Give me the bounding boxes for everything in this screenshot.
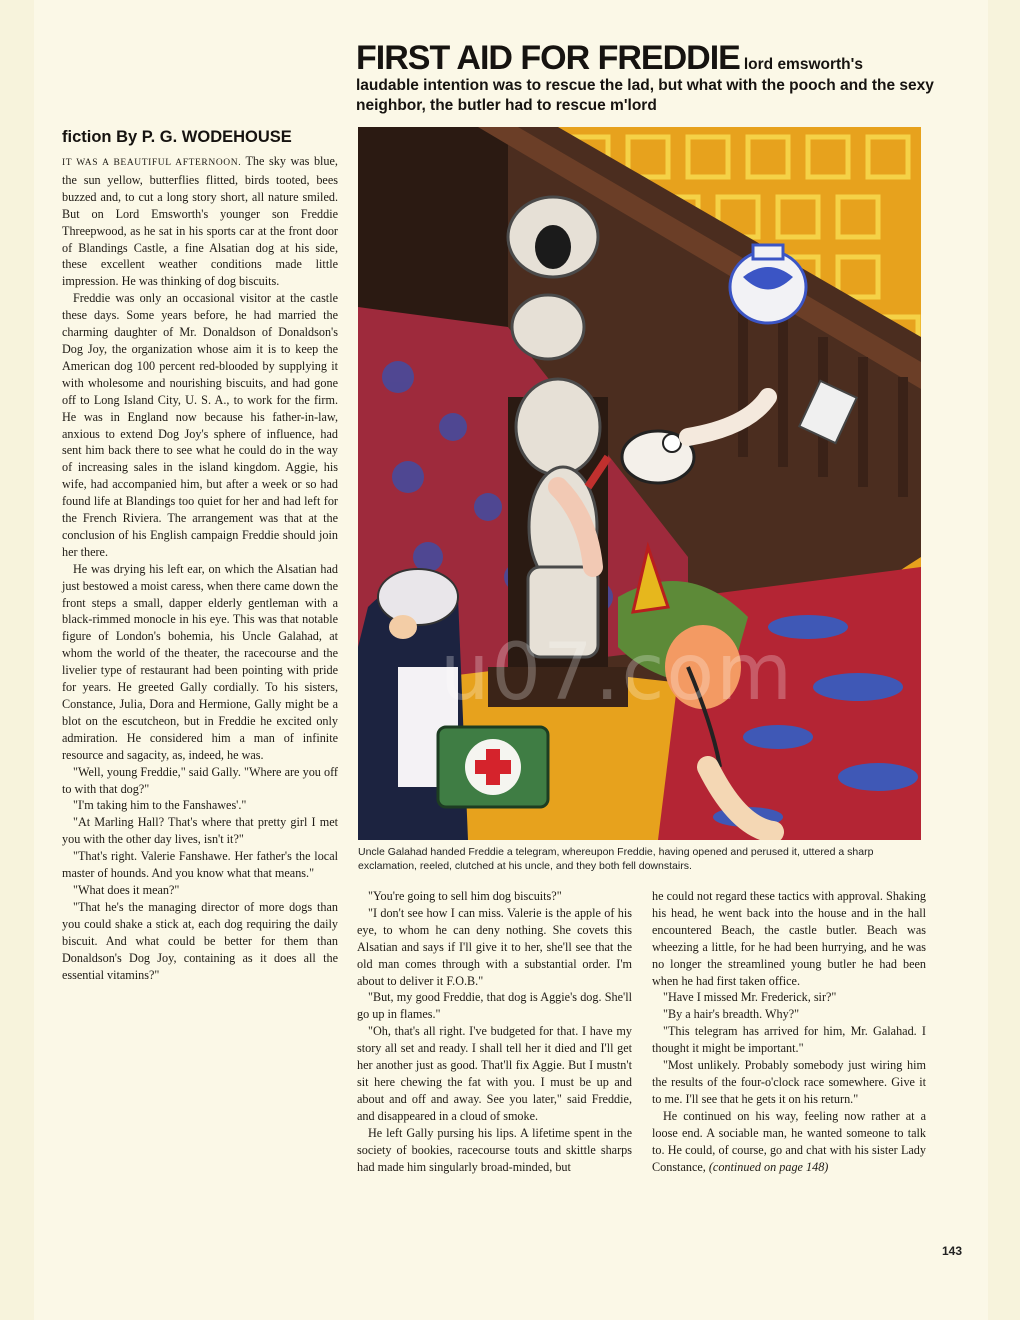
paragraph: He continued on his way, feeling now rather at a loose end. A sociable man, he wanted someone to talk to. He could, of course, go and chat with his sister Lady Constance, (continued on page 148) — [652, 1108, 926, 1174]
deck-lead: lord emsworth's — [743, 56, 863, 73]
paragraph: "What does it mean?" — [72, 882, 180, 897]
paragraph: He was drying his left ear, on which the Alsatian had just bestowed a moist caress, when there came down the front steps a small, dapper elderly gentleman with a black-rimmed monocle in his eye. This was that notable figure of London's bohemia, his Uncle Galahad, at whom the world of the theater, the racecourse and the livelier type of restaurant had been pointing with pride for years. He greeted Gally cordially. To his sisters, Constance, Julia, Dora and Hermione, Gally might be a blot on the escutcheon, but in Freddie he excited only admiration. He considered him a man of infinite resource and sagacity, as, indeed, he was. — [62, 561, 338, 762]
paragraph: "Have I missed Mr. Frederick, sir?" — [662, 990, 837, 1005]
paragraph: "You're going to sell him dog biscuits?" — [367, 889, 562, 903]
paragraph: "That he's the managing director of more dogs than you could shake a stick at, each dog requiring the daily biscuit. And what could be better for them than Donaldson's Dog Joy, containing as it does all the essential vitamins?" — [62, 899, 338, 982]
lead-in: IT WAS A BEAUTIFUL AFTERNOON. — [62, 158, 242, 168]
paragraph: "But, my good Freddie, that dog is Aggie's dog. She'll go up in flames." — [357, 990, 632, 1022]
illustration-caption: Uncle Galahad handed Freddie a telegram, whereupon Freddie, having opened and perused it, uttered a sharp exclamation, reeled, clutched at his uncle, and they both fell downstairs. — [358, 846, 874, 872]
paragraph: he could not regard these tactics with approval. Shaking his head, he went back into the house and in the hall encountered Beach, the castle butler. Beach was wheezing a little, for he had been hurrying, and he was no longer the streamlined young butler he had been when he had first taken office. — [652, 889, 926, 988]
paragraph: Freddie was only an occasional visitor at the castle these days. Some years before, he had married the charming daughter of Mr. Donaldson of Donaldson's Dog Joy, the organization whose aim it is to keep the American dog 100 percent red-blooded by supplying it with wholesome and nourishing biscuits, and had gone off to Long Island City, U. S. A., to work for the firm. He was in England now because his father-in-law, anxious to extend Dog Joy's sphere of influence, had sent him back there to see what he could do in the way of increasing sales in the island kingdom. Aggie, his wife, had accompanied him, but after a week or so had found life at Blandings too quiet for her and had left for the French Riviera. The arrangement was that at the conclusion of his English campaign Freddie should join her there. — [62, 291, 338, 559]
page-number: 143 — [942, 1244, 963, 1258]
paragraph: "I'm taking him to the Fanshawes'." — [72, 798, 247, 813]
paragraph: "By a hair's breadth. Why?" — [662, 1007, 800, 1022]
paragraph: "I don't see how I can miss. Valerie is the apple of his eye, to whom he can deny nothing. She covets this Alsatian and says if I'll give it to her, she'll see that the old man comes through with a substantial order. I'm about to deliver it F.O.B." — [357, 905, 632, 988]
text-column-2 — [357, 888, 632, 1175]
article-deck: laudable intention was to rescue the lad, but what with the pooch and the sexy neighbor, the butler had to rescue m'lord — [356, 77, 934, 114]
story-illustration — [358, 127, 921, 840]
byline: fiction By P. G. WODEHOUSE — [62, 128, 292, 146]
paragraph: "Oh, that's all right. I've budgeted for that. I have my story all set and ready. I shall tell her it died and I'll get her another just as good. That'll fix Aggie. But I mustn't sit here chewing the fat with you. I must be up and about and off and away. See you later," said Freddie, and disappeared in a cloud of smoke. — [357, 1024, 632, 1123]
article-headline: FIRST AID FOR FREDDIE — [356, 39, 740, 77]
text-column-3 — [652, 888, 926, 1175]
paragraph: He left Gally pursing his lips. A lifetime spent in the society of bookies, racecourse touts and skittle sharps had made him singularly broad-minded, but — [357, 1125, 632, 1174]
paragraph: "Well, young Freddie," said Gally. "Where are you off to with that dog?" — [62, 764, 338, 796]
paragraph: IT WAS A BEAUTIFUL AFTERNOON. The sky was blue, the sun yellow, butterflies flitted, birds tooted, bees buzzed and, to cut a long story short, all nature smiled. But on Lord Emsworth's younger son Freddie Threepwood, as he sat in his sports car at the front door of Blandings Castle, a fine Alsatian dog at his side, these excellent weather conditions made little impression. He was thinking of dog biscuits. — [62, 154, 338, 289]
paragraph: "At Marling Hall? That's where that pretty girl I met you with the other day lives, isn't it?" — [62, 815, 338, 847]
text-column-1 — [62, 153, 338, 983]
watermark: u07.com — [440, 628, 795, 718]
continued-note: (continued on page 148) — [708, 1159, 829, 1174]
paragraph: "Most unlikely. Probably somebody just wiring him the results of the four-o'clock race somewhere. Give it to me. I'll see that he gets it on his return." — [652, 1058, 926, 1106]
paragraph: "That's right. Valerie Fanshawe. Her father's the local master of hounds. And you know what that means." — [62, 849, 338, 881]
headline-block — [356, 40, 936, 116]
paragraph: "This telegram has arrived for him, Mr. Galahad. I thought it might be important." — [652, 1024, 926, 1056]
